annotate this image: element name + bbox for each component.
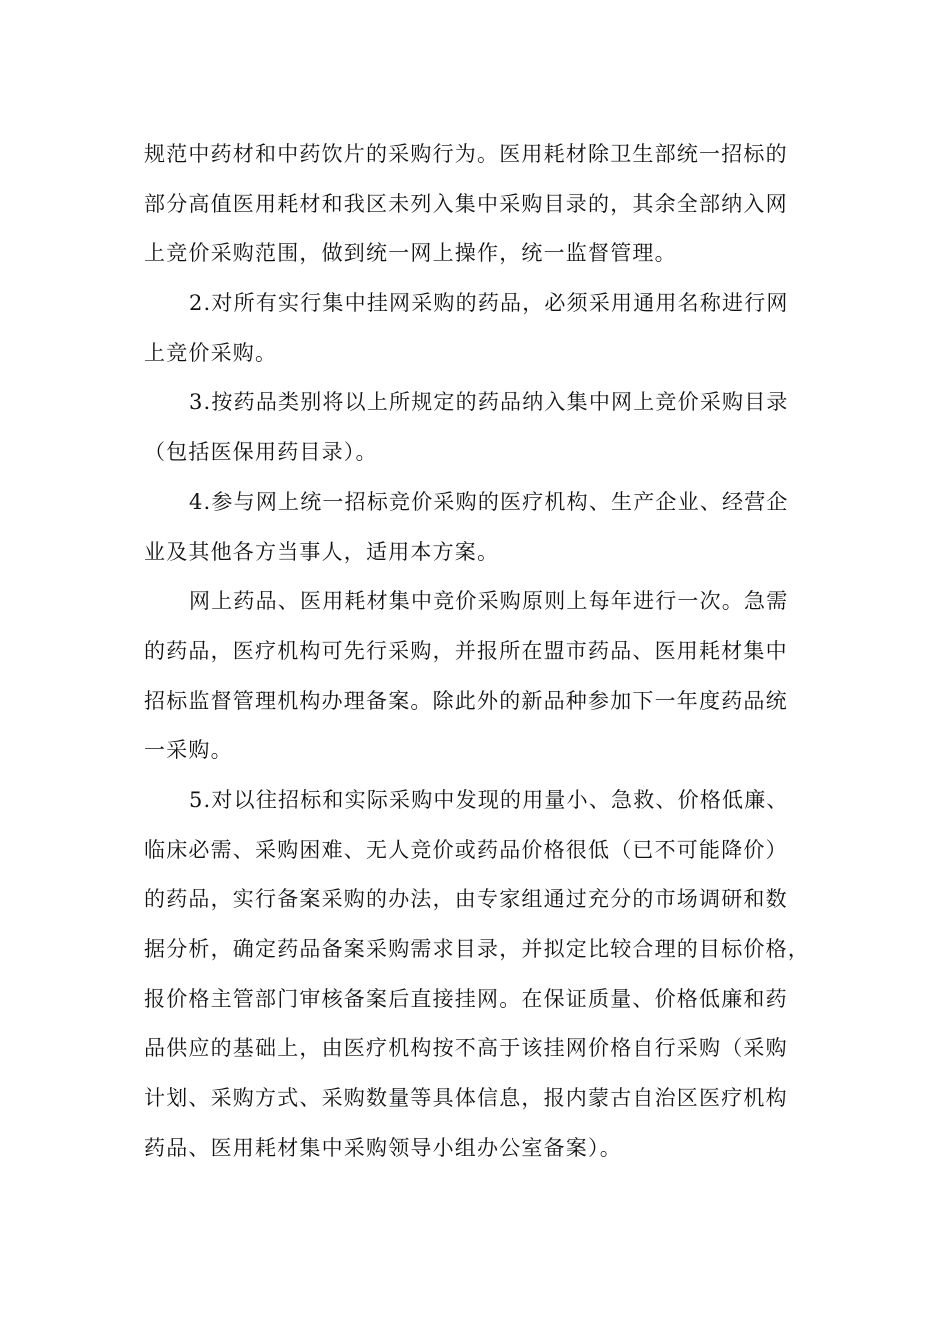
text-line: 的药品，医疗机构可先行采购，并报所在盟市药品、医用耗材集中	[144, 638, 788, 663]
text-line: 一采购。	[144, 738, 233, 763]
text-line: 上竞价采购。	[144, 340, 278, 365]
text-line: 网上药品、医用耗材集中竞价采购原则上每年进行一次。急需	[189, 589, 789, 614]
text-line: 招标监督管理机构办理备案。除此外的新品种参加下一年度药品统	[144, 688, 788, 713]
text-line: 的药品，实行备案采购的办法，由专家组通过充分的市场调研和数	[144, 887, 788, 912]
text-line: 部分高值医用耗材和我区未列入集中采购目录的，其余全部纳入网	[144, 191, 788, 216]
text-line: 4.参与网上统一招标竞价采购的医疗机构、生产企业、经营企	[189, 489, 789, 514]
text-line: 规范中药材和中药饮片的采购行为。医用耗材除卫生部统一招标的	[144, 142, 788, 166]
text-line: 据分析，确定药品备案采购需求目录，并拟定比较合理的目标价格，	[144, 937, 810, 961]
text-line: 品供应的基础上，由医疗机构按不高于该挂网价格自行采购（采购	[144, 1036, 788, 1061]
text-line: 报价格主管部门审核备案后直接挂网。在保证质量、价格低廉和药	[144, 986, 788, 1011]
text-line: 5.对以往招标和实际采购中发现的用量小、急救、价格低廉、	[189, 787, 789, 812]
document-body	[144, 130, 810, 1173]
text-line: 药品、医用耗材集中采购领导小组办公室备案）。	[144, 1135, 622, 1160]
text-line: （包括医保用药目录）。	[144, 440, 378, 465]
text-line: 2.对所有实行集中挂网采购的药品，必须采用通用名称进行网	[189, 291, 789, 316]
text-line: 3.按药品类别将以上所规定的药品纳入集中网上竞价采购目录	[189, 390, 789, 415]
text-line: 业及其他各方当事人，适用本方案。	[144, 539, 500, 564]
text-line: 计划、采购方式、采购数量等具体信息，报内蒙古自治区医疗机构	[144, 1086, 788, 1111]
text-line: 上竞价采购范围，做到统一网上操作，统一监督管理。	[144, 241, 677, 266]
text-line: 临床必需、采购困难、无人竞价或药品价格很低（已不可能降价）	[144, 837, 788, 862]
